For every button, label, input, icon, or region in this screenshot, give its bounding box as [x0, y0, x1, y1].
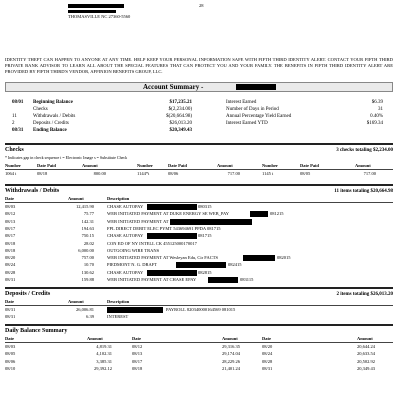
withdrawal-description: CHASE AUTOPAY — [107, 233, 144, 239]
check-amount: 717.00 — [363, 171, 376, 176]
summary-date: 08/31 — [12, 128, 24, 133]
withdrawal-description: WEB INITIATED PAYMENT AT Wesleyan Edu, Cir FACTS — [107, 255, 218, 261]
deposits-divider — [5, 287, 393, 289]
withdrawal-amount: 757.00 — [81, 255, 94, 261]
balance-date: 08/31 — [262, 365, 273, 371]
withdrawal-description: WEB INITIATED PAYMENT AT DUKE ENERGY SE WEB_PAY — [107, 211, 230, 217]
check-col-number: Number — [137, 163, 153, 168]
withdrawal-description: CON ED OF NY INTELL CK 455125000170017 — [107, 240, 197, 246]
check-col-number: Number — [5, 163, 21, 168]
summary-right-value: $169.34 — [366, 121, 383, 126]
balance-col-date: Date — [132, 336, 141, 341]
check-col-amount: Amount — [82, 163, 98, 168]
redacted-payee-detail — [250, 211, 268, 217]
address-line: THOMASVILLE NC 27360-5560 — [68, 14, 131, 19]
balance-amount: 28,229.26 — [222, 358, 240, 364]
deposit-date: 08/31 — [5, 314, 16, 319]
withdrawal-reference: 081715 — [198, 233, 212, 239]
balance-amount: 29,174.04 — [222, 351, 240, 357]
check-number: 1145 i — [262, 171, 274, 176]
checks-divider — [5, 143, 393, 145]
withdrawal-description: WEB INITIATED PAYMENT AT — [107, 218, 169, 224]
summary-value: $26,013.20 — [169, 121, 192, 126]
redacted-payee-detail — [147, 204, 197, 210]
withdrawal-amount: 28.02 — [83, 240, 94, 246]
summary-right-label: Number of Days in Period — [226, 107, 279, 112]
summary-value: $20,349.43 — [169, 128, 192, 133]
check-date: 08/06 — [168, 171, 179, 176]
checks-title: Checks — [5, 147, 24, 153]
withdrawal-reference: 081215 — [270, 211, 284, 217]
withdrawals-title: Withdrawals / Debits — [5, 188, 60, 194]
daily-balance-divider — [5, 324, 393, 326]
withdrawal-date: 08/18 — [5, 247, 16, 253]
daily-balance-title: Daily Balance Summary — [5, 328, 68, 334]
summary-label: Checks — [33, 107, 48, 112]
withdrawal-description: WEB INITIATED PAYMENT AT CHASE EPAY — [107, 277, 197, 282]
balance-date: 08/24 — [262, 351, 273, 357]
balance-date: 08/12 — [132, 344, 143, 349]
redacted-account-number — [236, 84, 276, 90]
withdrawal-reference: 082415 — [228, 262, 242, 268]
check-date: 08/18 — [37, 171, 48, 176]
checks-header-rule — [5, 169, 393, 170]
withdrawal-description: PIEDMONT N. G. DRAFT — [107, 262, 158, 268]
withdrawal-amount: 159.88 — [81, 277, 94, 282]
deposit-col-amount: Amount — [68, 299, 84, 304]
summary-label: Deposits / Credits — [33, 121, 69, 126]
summary-right-value: 0.40% — [370, 114, 383, 119]
check-col-amount: Amount — [217, 163, 233, 168]
balance-amount: 21,401.24 — [222, 365, 240, 371]
summary-date: 11 — [12, 114, 17, 119]
redacted-payee-detail — [147, 270, 197, 276]
deposits-summary: 2 items totaling $26,013.20 — [336, 292, 393, 297]
check-date: 08/05 — [300, 171, 311, 176]
withdrawal-col-description: Description — [107, 196, 130, 201]
deposit-col-date: Date — [5, 299, 14, 304]
redacted-payee-detail — [243, 255, 275, 261]
deposit-amount: 6.39 — [86, 314, 94, 319]
balance-col-date: Date — [262, 336, 271, 341]
check-col-date: Date Paid — [300, 163, 319, 168]
summary-value: $17,235.21 — [169, 100, 192, 105]
deposits-header-rule — [5, 305, 393, 306]
withdrawal-date: 08/20 — [5, 255, 16, 261]
balance-amount: 4,102.31 — [96, 351, 112, 357]
redacted-street — [68, 10, 116, 13]
withdrawal-amount: 12,415.90 — [76, 204, 94, 209]
balance-amount: 3,385.31 — [96, 358, 112, 364]
balance-date: 08/05 — [5, 351, 16, 357]
withdrawal-date: 08/17 — [5, 225, 16, 231]
balance-col-amount: Amount — [357, 336, 373, 341]
withdrawal-date: 08/24 — [5, 262, 16, 268]
withdrawal-reference: 083115 — [240, 277, 254, 282]
withdrawals-header-rule — [5, 202, 393, 203]
withdrawal-amount: 130.62 — [81, 269, 94, 275]
withdrawal-amount: 142.31 — [81, 218, 94, 224]
page-number: 28 — [199, 3, 204, 8]
daily-balance-header-rule — [5, 342, 393, 343]
summary-right-label: Annual Percentage Yield Earned — [226, 114, 292, 119]
check-col-date: Date Paid — [168, 163, 187, 168]
withdrawal-date: 08/13 — [5, 218, 16, 224]
deposit-description: PAYROLL 820340000164569 081015 — [166, 307, 236, 312]
withdrawal-reference: 082015 — [277, 255, 291, 261]
balance-col-amount: Amount — [87, 336, 103, 341]
withdrawal-date: 08/31 — [5, 277, 16, 282]
balance-date: 08/17 — [132, 358, 143, 364]
check-col-number: Number — [262, 163, 278, 168]
withdrawal-description: CHASE AUTOPAY — [107, 204, 144, 209]
redacted-name — [68, 4, 124, 8]
balance-amount: 20,349.43 — [357, 365, 375, 371]
withdrawal-date: 08/17 — [5, 233, 16, 239]
summary-value: $(20,664.98) — [166, 114, 192, 119]
summary-label: Ending Balance — [33, 128, 67, 133]
check-amount: 717.00 — [227, 171, 240, 176]
withdrawal-date: 08/28 — [5, 269, 16, 275]
summary-right-label: Interest Earned YTD — [226, 121, 268, 126]
deposit-date: 08/31 — [5, 307, 16, 312]
deposits-title: Deposits / Credits — [5, 291, 51, 297]
withdrawal-reference: 080315 — [198, 204, 212, 209]
redacted-payee-detail — [170, 219, 252, 225]
withdrawal-amount: 10.70 — [83, 262, 94, 268]
withdrawal-reference: 082815 — [198, 269, 212, 275]
deposit-col-description: Description — [107, 299, 130, 304]
summary-label: Beginning Balance — [33, 100, 73, 105]
summary-right-value: 31 — [378, 107, 383, 112]
account-summary-header — [5, 82, 393, 92]
balance-col-date: Date — [5, 336, 14, 341]
balance-amount: 20,644.24 — [357, 344, 375, 349]
balance-amount: 29,316.35 — [222, 344, 240, 349]
withdrawal-col-amount: Amount — [68, 196, 84, 201]
withdrawal-date: 08/18 — [5, 240, 16, 246]
summary-right-value: $6.39 — [371, 100, 383, 105]
withdrawal-description: OUTGOING WIRE TRANS — [107, 247, 160, 253]
balance-amount: 4,819.31 — [96, 344, 112, 349]
withdrawal-amount: 194.63 — [81, 225, 94, 231]
balance-amount: 20,502.92 — [357, 358, 375, 364]
withdrawals-divider — [5, 184, 393, 186]
redacted-deposit-source — [107, 307, 163, 313]
balance-date: 08/10 — [5, 365, 16, 371]
balance-date: 08/18 — [132, 365, 143, 371]
deposit-description: INTEREST — [107, 314, 129, 319]
check-number: 1144*i — [137, 171, 150, 176]
check-col-date: Date Paid — [37, 163, 56, 168]
checks-summary: 3 checks totaling $2,234.00 — [336, 148, 393, 153]
withdrawal-amount: 75.77 — [83, 211, 94, 217]
balance-date: 08/28 — [262, 358, 273, 364]
check-amount: 800.00 — [93, 171, 106, 176]
summary-value: $(2,234.00) — [168, 107, 192, 112]
summary-right-label: Interest Earned — [226, 100, 257, 105]
redacted-payee-detail — [147, 233, 197, 239]
withdrawal-col-date: Date — [5, 196, 14, 201]
check-number: 1064 i — [5, 171, 17, 176]
withdrawal-amount: 750.15 — [81, 233, 94, 239]
balance-date: 08/20 — [262, 344, 273, 349]
deposit-amount: 26,006.81 — [76, 307, 94, 312]
withdrawals-summary: 11 items totaling $20,664.98 — [334, 189, 393, 194]
balance-date: 08/03 — [5, 344, 16, 349]
withdrawal-description: FPL DIRECT DEBIT ELEC PYMT 543694691 PPDA 081715 — [107, 225, 221, 231]
identity-alert-notice: IDENTITY THEFT CAN HAPPEN TO ANYONE AT ANY TIME. HELP KEEP YOUR PERSONAL INFORMATION SAFE WITH FIFTH THIRD IDENTITY ALERT. CONTACT YOUR FIFTH THIRD PRIVATE BANK ADVISOR TO LEARN ALL ABOUT THE SPECIAL FEATURES THAT CAN PROTECT YOU AND YOUR FAMILY. THE BENEFITS IN FIFTH THIRD IDENTITY ALERT ARE PROVIDED BY FIFTH THIRD'S VENDOR, AFFINION BENEFITS GROUP, LLC. — [5, 57, 393, 75]
summary-label: Withdrawals / Debits — [33, 114, 76, 119]
withdrawal-amount: 6,000.00 — [78, 247, 94, 253]
redacted-payee-detail — [208, 277, 238, 283]
summary-date: 2 — [12, 121, 15, 126]
balance-col-amount: Amount — [222, 336, 238, 341]
check-col-amount: Amount — [355, 163, 371, 168]
summary-date: 08/01 — [12, 100, 24, 105]
withdrawal-description: CHASE AUTOPAY — [107, 269, 144, 275]
balance-amount: 20,633.54 — [357, 351, 375, 357]
account-summary-title: Account Summary - — [143, 83, 204, 91]
withdrawal-date: 08/03 — [5, 204, 16, 209]
redacted-payee-detail — [176, 262, 226, 268]
checks-legend: * Indicates gap in check sequence i = Electronic Image s = Substitute Check — [5, 155, 128, 160]
balance-date: 08/06 — [5, 358, 16, 364]
withdrawal-date: 08/12 — [5, 211, 16, 217]
balance-date: 08/13 — [132, 351, 143, 357]
balance-amount: 29,392.12 — [94, 365, 112, 371]
